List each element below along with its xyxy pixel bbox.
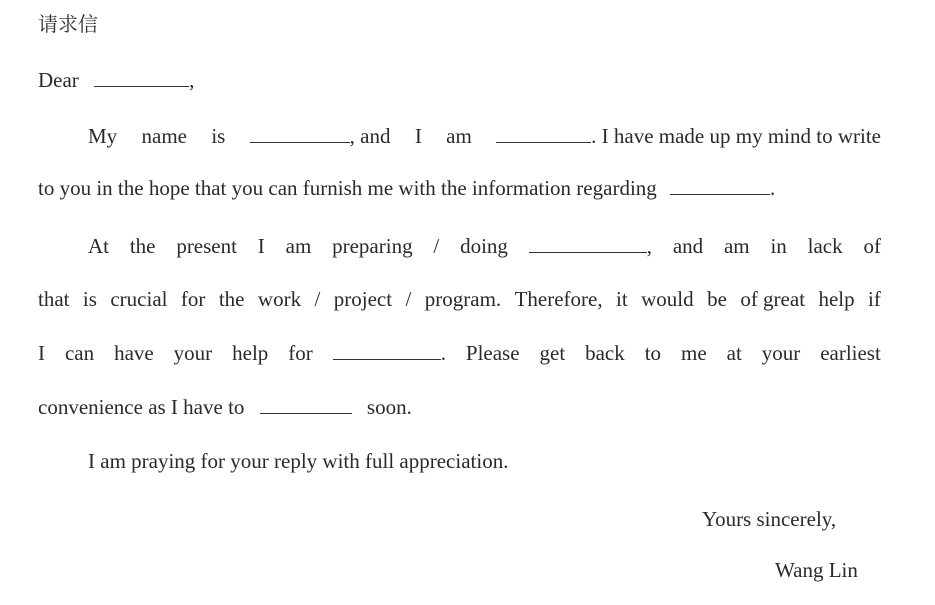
word: , xyxy=(646,234,652,258)
identity-blank[interactable] xyxy=(496,124,591,143)
name-blank[interactable] xyxy=(250,124,350,143)
deadline-blank[interactable] xyxy=(260,395,352,414)
word: at xyxy=(726,341,742,365)
para1-line2-text: to you in the hope that you can furnish me with the information regarding xyxy=(38,176,657,200)
word: your xyxy=(173,341,213,365)
word: At xyxy=(88,234,109,258)
word: be xyxy=(707,287,727,311)
word: would xyxy=(641,287,694,311)
word: help xyxy=(818,287,855,311)
word: / xyxy=(433,234,440,258)
letter-title: 请求信 xyxy=(38,12,98,36)
word: doing xyxy=(460,234,508,258)
word: it xyxy=(616,287,628,311)
word: the xyxy=(218,287,245,311)
word: if xyxy=(868,287,881,311)
word: me xyxy=(681,341,707,365)
information-blank[interactable] xyxy=(670,176,770,195)
word: name xyxy=(141,124,187,148)
word: program. xyxy=(424,287,502,311)
word: I xyxy=(414,124,422,148)
word: . xyxy=(440,341,446,365)
word: to xyxy=(644,341,662,365)
word: earliest xyxy=(820,341,881,365)
word: your xyxy=(761,341,801,365)
word: of great xyxy=(740,287,806,311)
word: that xyxy=(38,287,70,311)
word: am xyxy=(285,234,312,258)
word: am xyxy=(446,124,472,148)
signature: Wang Lin xyxy=(775,558,858,582)
word: project xyxy=(333,287,393,311)
word: in xyxy=(770,234,787,258)
para2-line4-text: convenience as I have to xyxy=(38,395,245,419)
word: and xyxy=(672,234,704,258)
para2-line2 xyxy=(38,286,881,312)
salutation-punct: , xyxy=(189,68,195,92)
para2-line4-end: soon. xyxy=(366,395,412,419)
word: Please xyxy=(465,341,520,365)
closing: Yours sincerely, xyxy=(702,507,837,531)
word: for xyxy=(180,287,206,311)
word: / xyxy=(314,287,321,311)
salutation-text: Dear xyxy=(38,68,79,92)
word: My xyxy=(88,124,118,148)
word: I xyxy=(257,234,265,258)
recipient-blank[interactable] xyxy=(94,68,189,87)
word: help xyxy=(232,341,269,365)
word: . I have made up my mind to write xyxy=(591,124,881,148)
para1-line2-end: . xyxy=(770,176,776,200)
para3-text: I am praying for your reply with full appreciation. xyxy=(88,449,509,473)
word: work xyxy=(257,287,302,311)
word: crucial xyxy=(110,287,168,311)
word: I xyxy=(38,341,45,365)
word: for xyxy=(288,341,313,365)
word: preparing xyxy=(332,234,413,258)
para2-line1 xyxy=(88,233,881,259)
word: back xyxy=(585,341,625,365)
para3-line xyxy=(88,448,881,474)
para1-line1 xyxy=(88,123,881,149)
word: the xyxy=(129,234,156,258)
word: is xyxy=(82,287,97,311)
word: can xyxy=(64,341,95,365)
para2-line4 xyxy=(38,394,881,420)
project-blank[interactable] xyxy=(529,234,647,253)
word: am xyxy=(723,234,750,258)
word: , and xyxy=(349,124,391,148)
word: / xyxy=(405,287,412,311)
word: is xyxy=(211,124,226,148)
word: have xyxy=(114,341,154,365)
word: present xyxy=(176,234,237,258)
word: of xyxy=(863,234,881,258)
word: lack xyxy=(807,234,843,258)
salutation-line xyxy=(38,67,881,93)
para1-line2 xyxy=(38,175,881,201)
para2-line3 xyxy=(38,340,881,366)
help-blank[interactable] xyxy=(333,341,441,360)
word: Therefore, xyxy=(514,287,603,311)
word: get xyxy=(539,341,566,365)
